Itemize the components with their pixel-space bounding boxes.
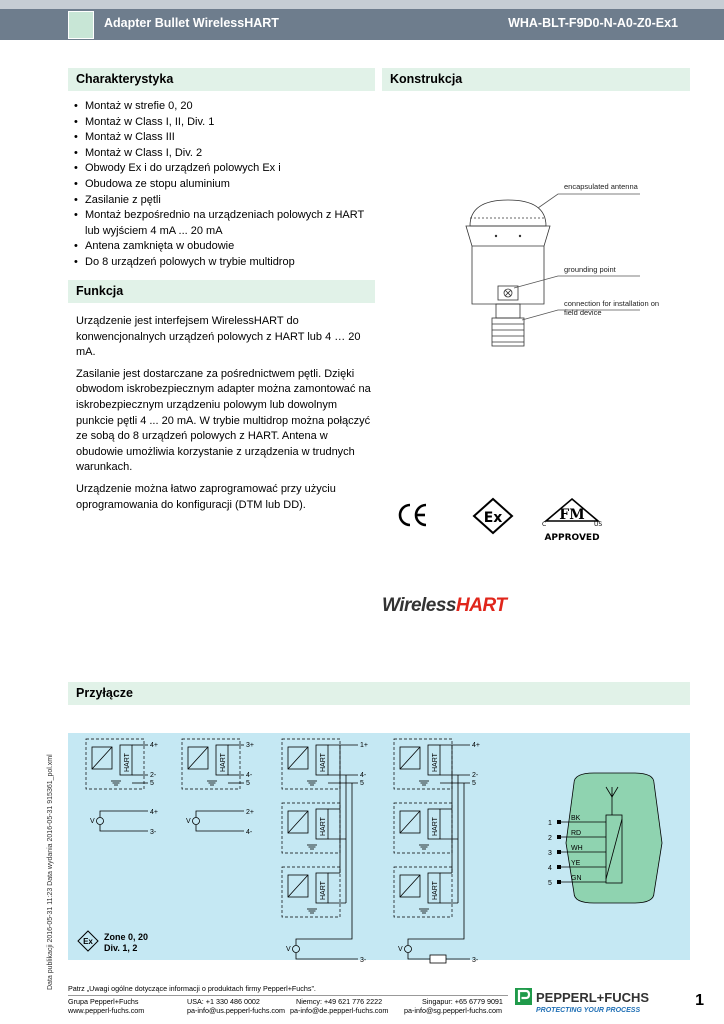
- footer-de: Niemcy: +49 621 776 2222: [296, 997, 383, 1006]
- footer-sg-mail[interactable]: pa-info@sg.pepperl-fuchs.com: [404, 1006, 502, 1015]
- svg-text:5: 5: [472, 780, 476, 787]
- diagram-3: [282, 739, 368, 964]
- features-list: [72, 99, 372, 271]
- feature-item: • Zasilanie z pętli: [72, 193, 372, 209]
- header-bar: [0, 0, 724, 40]
- svg-text:3-: 3-: [150, 829, 157, 836]
- label-grounding: grounding point: [564, 265, 616, 274]
- svg-text:1+: 1+: [360, 742, 368, 749]
- connection-heading: Przyłącze: [68, 682, 690, 705]
- svg-text:4+: 4+: [150, 809, 158, 816]
- svg-text:5: 5: [246, 780, 250, 787]
- svg-text:2+: 2+: [246, 809, 254, 816]
- function-paragraph: Zasilanie jest dostarczane za pośrednictwem pętli. Dzięki obwodom iskrobezpiecznym adapter można zamontować na iskrobezpiecznym urządzeniu polowym lub dowolnym punkcie pętli 4 ... 20 mA. W trybie multidrop można połączyć ze sobą do 8 urządzeń polowych z HART. Antena w obudowie umożliwia korzystanie z urządzenia w trudnych warunkach.: [76, 367, 371, 474]
- svg-text:V: V: [398, 946, 403, 953]
- feature-item: • Obudowa ze stopu aluminium: [72, 177, 372, 193]
- svg-text:4+: 4+: [472, 742, 480, 749]
- svg-text:C: C: [542, 521, 547, 528]
- ce-mark-icon: [396, 500, 430, 530]
- svg-text:HART: HART: [320, 881, 327, 900]
- resistor-icon: [430, 955, 446, 963]
- zone-badge: [78, 931, 148, 953]
- construction-heading: Konstrukcja: [382, 68, 690, 91]
- feature-item: • Montaż w strefie 0, 20: [72, 99, 372, 115]
- feature-item: • Montaż w Class I, II, Div. 1: [72, 115, 372, 131]
- svg-text:HART: HART: [124, 753, 131, 772]
- svg-text:4: 4: [548, 865, 552, 872]
- diagram-1: [86, 739, 158, 836]
- svg-text:V: V: [286, 946, 291, 953]
- svg-text:HART: HART: [320, 753, 327, 772]
- svg-text:FM: FM: [559, 507, 585, 523]
- footer-group: Grupa Pepperl+Fuchs: [68, 997, 139, 1006]
- svg-text:US: US: [594, 521, 603, 528]
- svg-text:5: 5: [360, 780, 364, 787]
- publication-info: Data publikacji 2016-05-31 11:23 Data wydania 2016-05-31 915361_pol.xml: [47, 754, 54, 990]
- function-paragraph: Urządzenie jest interfejsem WirelessHART do konwencjonalnych urządzeń polowych z HART lub 4 … 20 mA.: [76, 315, 361, 359]
- footer-web[interactable]: www.pepperl-fuchs.com: [68, 1006, 145, 1015]
- svg-text:HART: HART: [220, 753, 227, 772]
- function-paragraph: Urządzenie można łatwo zaprogramować przy użyciu oprogramowania do konfiguracji (DTM lub DD).: [76, 482, 336, 511]
- svg-text:3: 3: [548, 850, 552, 857]
- footer-usa-mail[interactable]: pa-info@us.pepperl-fuchs.com: [187, 1006, 285, 1015]
- footer-de-mail[interactable]: pa-info@de.pepperl-fuchs.com: [290, 1006, 389, 1015]
- pepperl-fuchs-logo: [515, 987, 665, 1017]
- feature-item: • Montaż w Class I, Div. 2: [72, 146, 372, 162]
- svg-text:HART: HART: [432, 881, 439, 900]
- footer-sg: Singapur: +65 6779 9091: [422, 997, 503, 1006]
- svg-text:3-: 3-: [360, 957, 367, 964]
- feature-item: • Do 8 urządzeń polowych w trybie multidrop: [72, 255, 372, 271]
- svg-text:WirelessHART: WirelessHART: [382, 595, 507, 616]
- svg-text:YE: YE: [571, 860, 581, 867]
- svg-text:2-: 2-: [150, 772, 157, 779]
- svg-text:WH: WH: [571, 845, 583, 852]
- feature-item: • Montaż bezpośrednio na urządzeniach polowych z HART lub wyjściem 4 mA ... 20 mA: [72, 208, 372, 239]
- svg-text:3+: 3+: [246, 742, 254, 749]
- diagram-2: [182, 739, 254, 836]
- svg-text:PEPPERL+FUCHS: PEPPERL+FUCHS: [536, 990, 650, 1005]
- svg-text:RD: RD: [571, 830, 582, 837]
- label-connection: connection for installation on field device: [564, 299, 660, 317]
- header-square: [68, 11, 94, 39]
- function-text: [76, 314, 372, 519]
- svg-text:V: V: [186, 818, 191, 825]
- feature-item: • Antena zamknięta w obudowie: [72, 239, 372, 255]
- housing-body: [466, 226, 550, 304]
- svg-text:1: 1: [548, 820, 552, 827]
- fm-approved-icon: [536, 497, 608, 545]
- svg-text:HART: HART: [432, 817, 439, 836]
- footer-usa: USA: +1 330 486 0002: [187, 997, 260, 1006]
- page-number: 1: [695, 992, 704, 1009]
- svg-text:PROTECTING YOUR PROCESS: PROTECTING YOUR PROCESS: [536, 1007, 641, 1014]
- pinout-device: [548, 773, 662, 903]
- function-heading: Funkcja: [68, 280, 375, 303]
- svg-text:4-: 4-: [360, 772, 367, 779]
- svg-text:Zone 0, 20: Zone 0, 20: [104, 932, 149, 942]
- diagram-4: [394, 739, 480, 964]
- feature-item: • Montaż w Class III: [72, 130, 372, 146]
- svg-text:V: V: [90, 818, 95, 825]
- svg-text:Div. 1, 2: Div. 1, 2: [104, 943, 138, 953]
- ex-mark-icon: [472, 497, 514, 535]
- antenna-dome: [470, 200, 546, 226]
- connection-diagrams: [68, 733, 690, 964]
- label-antenna: encapsulated antenna: [564, 182, 638, 191]
- svg-text:BK: BK: [571, 815, 581, 822]
- feature-item: • Obwody Ex i do urządzeń polowych Ex i: [72, 161, 372, 177]
- product-title: Adapter Bullet WirelessHART: [104, 16, 279, 30]
- svg-text:2: 2: [548, 835, 552, 842]
- svg-text:5: 5: [548, 880, 552, 887]
- wirelesshart-logo: [380, 590, 530, 618]
- svg-text:4-: 4-: [246, 772, 253, 779]
- svg-text:4+: 4+: [150, 742, 158, 749]
- svg-text:5: 5: [150, 780, 154, 787]
- svg-text:3-: 3-: [472, 957, 479, 964]
- svg-text:2-: 2-: [472, 772, 479, 779]
- features-heading: Charakterystyka: [68, 68, 375, 91]
- product-model: WHA-BLT-F9D0-N-A0-Z0-Ex1: [508, 16, 678, 30]
- header-top-stripe: [0, 0, 724, 9]
- svg-text:Ex: Ex: [83, 937, 93, 946]
- svg-text:APPROVED: APPROVED: [544, 533, 600, 543]
- svg-text:HART: HART: [320, 817, 327, 836]
- svg-text:Ex: Ex: [483, 510, 503, 526]
- svg-text:GN: GN: [571, 875, 582, 882]
- footer-note: Patrz „Uwagi ogólne dotyczące informacji o produktach firmy Pepperl+Fuchs”.: [68, 984, 316, 993]
- svg-text:4-: 4-: [246, 829, 253, 836]
- svg-text:HART: HART: [432, 753, 439, 772]
